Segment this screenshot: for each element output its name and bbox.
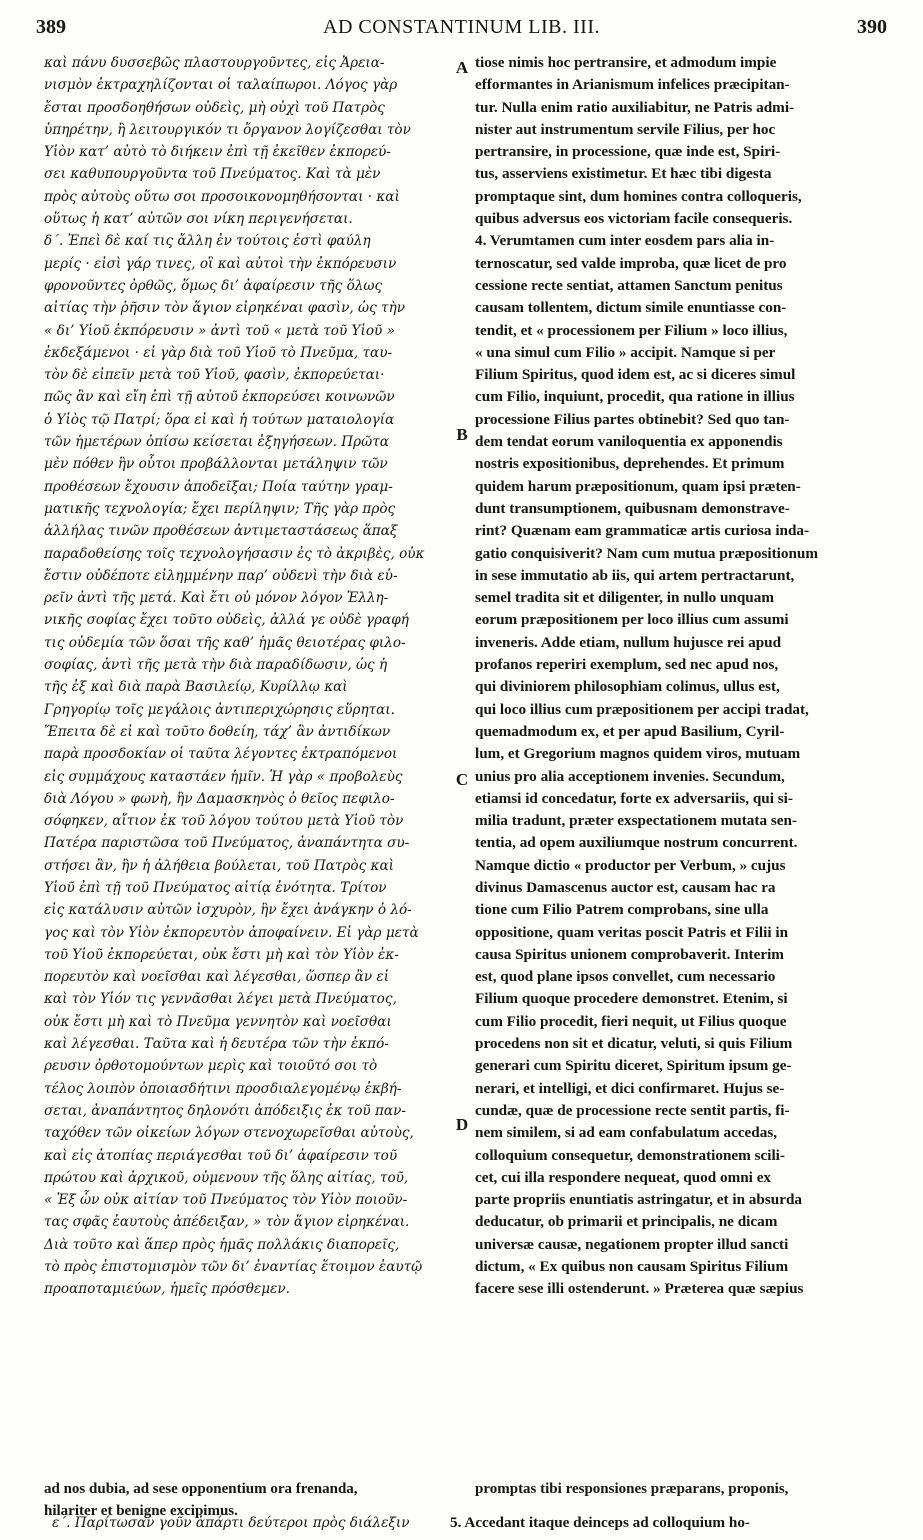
margin-marker-b: B: [456, 425, 468, 444]
latin-text-line: dictum, « Ex quibus non causam Spiritus Filium: [475, 1258, 789, 1276]
latin-text-line: nister aut instrumentum servile Filius, per hoc: [475, 120, 776, 138]
greek-text-line: στήσει ἂν, ἣν ἡ ἀλήθεια βούλεται, τοῦ Πατρὸς καὶ: [44, 857, 394, 874]
greek-text-line: τῆς ἐξ καὶ διὰ παρὰ Βασιλείῳ, Κυρίλλῳ καὶ: [44, 679, 348, 696]
greek-text-line: τέλος λοιπὸν ὁποιασδήτινι προσδιαλεγομένῳ ἐκβή-: [44, 1080, 402, 1097]
greek-text-line: Ἔπειτα δὲ εἰ καὶ τοῦτο δοθείη, τάχ’ ἂν ἀντιδίκων: [44, 723, 391, 740]
latin-text-line: dunt transumptionem, quibusnam demonstrave-: [475, 499, 790, 517]
section-5-greek: ε΄. Παρίτωσαν γοῦν ἀπάρτι δεύτεροι πρὸς διάλεξιν: [52, 1515, 410, 1531]
greek-text-line: τὸν δὲ εἰπεῖν μετὰ τοῦ Υἱοῦ, φασὶν, ἐκπορεύεται·: [44, 367, 385, 384]
greek-text-line: τις οὐδεμία τῶν ὅσαι τῆς καθ’ ἡμᾶς θειοτέρας φιλο-: [44, 634, 406, 651]
greek-text-line: ταχόθεν τῶν οἰκείων λόγων στενοχωρεῖσθαι αὐτοὺς,: [44, 1125, 414, 1142]
margin-marker-c: C: [455, 770, 469, 789]
greek-text-line: διὰ Λόγου » φωνὴ, ἣν Δαμασκηνὸς ὁ θεῖος πεφιλο-: [44, 790, 395, 807]
latin-text-line: pertransire, in processione, quæ inde est, Spiri-: [475, 143, 781, 161]
latin-text-line: 4. Verumtamen cum inter eosdem pars alia in-: [475, 232, 775, 250]
greek-text-line: Πατέρα παριστῶσα τοῦ Πνεύματος, ἀναπάντητα συ-: [44, 835, 410, 852]
greek-text-line: αἰτίας τὴν ῥῆσιν τὸν ἅγιον εἰρηκέναι φασὶν, ὡς τὴν: [44, 300, 405, 317]
greek-text-line: νικῆς σοφίας ἔχει τοῦτο οὐδεὶς, ἀλλά γε οὐδὲ γραφή: [44, 612, 409, 629]
greek-text-line: ματικῆς τεχνολογία; ἔχει περίληψιν; Τῆς γὰρ πρὸς: [44, 500, 396, 517]
full-width-line-left: ad nos dubia, ad sese opponentium ora frenanda,: [44, 1481, 358, 1497]
greek-text-line: ὁ Υἱὸς τῷ Πατρί; ὅρα εἰ καὶ ἡ τούτων ματαιολογία: [44, 411, 395, 428]
greek-text-line: παραδοθείσης τοῖς τεχνολογήσασιν ἐς τὸ ἀκριβὲς, οὐκ: [44, 545, 425, 562]
section-5-heading: [0, 1512, 923, 1536]
greek-text-line: γος καὶ τὸν Υἱὸν ἐκπορευτὸν ἀποφαίνειν. Εἰ γὰρ μετὰ: [44, 924, 419, 941]
page-number-left: 389: [36, 16, 66, 38]
latin-text-line: efformantes in Arianismum infelices præcipitan-: [475, 76, 790, 94]
running-title: AD CONSTANTINUM LIB. III.: [323, 16, 600, 38]
greek-text-line: προαποταμιεύων, ἡμεῖς πρόσθεμεν.: [44, 1281, 290, 1298]
greek-column: [44, 52, 462, 1476]
latin-text-line: nostris expositionibus, deprehendes. Et primum: [475, 455, 785, 473]
latin-text-line: tur. Nulla enim ratio auxiliabitur, ne Patris admi-: [475, 98, 795, 116]
page-number-right: 390: [857, 16, 887, 38]
greek-text-line: ὑπηρέτην, ἢ λειτουργικόν τι ὄργανον λογίζεσθαι τὸν: [44, 121, 411, 138]
latin-text-line: generari cum Spiritu diceret, Spiritum ipsum ge-: [475, 1057, 792, 1075]
greek-text-line: σει καθυπουργοῦντα τοῦ Πνεύματος. Καὶ τὰ μὲν: [44, 166, 381, 183]
latin-text-line: cum Filio procedit, fieri nequit, ut Filius quoque: [475, 1012, 787, 1030]
latin-text-line: semel tradita sit et diligenter, in nullo unquam: [475, 589, 774, 607]
greek-text-line: σεται, ἀναπάντητος δηλονότι ἀπόδειξις ἐκ τοῦ παν-: [44, 1102, 406, 1119]
latin-text-line: tiose nimis hoc pertransire, et admodum impie: [475, 54, 777, 71]
greek-text-line: τας σφᾶς ἑαυτοὺς ἀπέδειξαν, » τὸν ἅγιον εἰρηκέναι.: [44, 1214, 410, 1231]
latin-text-line: oppositione, quam veritas poscit Patris et Filii in: [475, 923, 789, 941]
latin-text-line: qui loco illius cum præpositionem per accipi tradat,: [475, 700, 809, 718]
greek-text-line: ἔστιν οὐδέποτε εἰλημμένην παρ’ οὐδενὶ τὴν διὰ εὑ-: [44, 567, 398, 584]
greek-text-line: οὐκ ἔστι μὴ καὶ τὸ Πνεῦμα γεννητὸν καὶ νοεῖσθαι: [44, 1013, 392, 1030]
margin-marker-a: A: [455, 58, 469, 77]
latin-column: [475, 52, 893, 1476]
latin-text-line: causam tollentem, dictum simile enuntiasse con-: [475, 299, 787, 317]
latin-text-line: tus, asserviens existimetur. Et hæc tibi digesta: [475, 165, 772, 183]
greek-text-line: πορευτὸν καὶ νοεῖσθαι καὶ λέγεσθαι, ὥσπερ ἂν εἰ: [44, 969, 390, 986]
latin-text-line: procedens non sit et dicatur, veluti, si quis Filium: [475, 1035, 793, 1053]
greek-text-line: πρὸς αὐτοὺς οὕτω σοι προσοικονομηθήσονται · καὶ: [44, 188, 400, 205]
margin-marker-d: D: [455, 1115, 469, 1134]
greek-text-line: πρώτου καὶ ἀρχικοῦ, οὐμενουν τῆς ὅλης αἰτίας, τοῦ,: [44, 1169, 409, 1186]
greek-text-line: ἐκδεξάμενοι · εἰ γὰρ διὰ τοῦ Υἱοῦ τὸ Πνεῦμα, ταυ-: [44, 344, 393, 361]
latin-text-line: Namque dictio « productor per Verbum, » cujus: [475, 856, 786, 874]
greek-text-line: καὶ πάνυ δυσσεβῶς πλαστουργοῦντες, εἰς Ἀρεια-: [44, 55, 385, 71]
latin-text-line: cum Filio, inquiunt, procedit, qua ratione in illius: [475, 388, 795, 406]
section-5-latin: 5. Accedant itaque deinceps ad colloquium ho-: [450, 1514, 750, 1531]
greek-text-line: τοῦ Υἱοῦ ἐκπορεύεται, οὐκ ἔστι μὴ καὶ τὸν Υἱὸν ἐκ-: [44, 946, 399, 963]
latin-text-line: dem tendat eorum vaniloquentia ex apponendis: [475, 433, 783, 451]
greek-text-line: « δι’ Υἱοῦ ἐκπόρευσιν » ἀντὶ τοῦ « μετὰ τοῦ Υἱοῦ »: [44, 322, 395, 339]
latin-text-line: rint? Quænam eam grammaticæ artis curiosa inda-: [475, 522, 810, 540]
running-header: [36, 8, 887, 44]
latin-text-line: deducatur, ob primarii et principalis, ne dicam: [475, 1213, 778, 1231]
latin-text-line: qui diviniorem philosophiam colimus, ullus est,: [475, 678, 780, 696]
latin-text-line: milia tradunt, præter exspectationem mutata sen-: [475, 812, 797, 830]
latin-text-line: causa Spiritus unionem comprobaverit. Interim: [475, 945, 784, 963]
greek-text-line: δ΄. Ἐπεὶ δὲ καί τις ἄλλη ἐν τούτοις ἐστὶ φαύλη: [44, 233, 371, 250]
greek-text-line: πῶς ἂν καὶ εἴη ἐπὶ τῇ αὐτοῦ ἐκπορεύσει κοινωνῶν: [44, 389, 395, 406]
greek-text-line: μὲν πόθεν ἣν οὗτοι προβάλλονται μετάληψιν τῶν: [44, 456, 388, 473]
latin-text-line: nerari, et intelligi, et dici confirmaret. Hujus se-: [475, 1079, 785, 1097]
latin-text-line: etiamsi id concedatur, forte ex adversariis, qui si-: [475, 789, 793, 807]
latin-text-line: lum, et Gregorium magnos quidem viros, mutuam: [475, 745, 801, 763]
latin-text-line: colloquium consequetur, demonstrationem scili-: [475, 1146, 785, 1164]
latin-text-line: quemadmodum ex, et per apud Basilium, Cyril-: [475, 722, 785, 740]
greek-text-line: τὸ πρὸς ἐπιστομισμὸν τῶν δι’ ἐναντίας ἕτοιμον ἑαυτῷ: [44, 1259, 423, 1276]
latin-text-line: inveneris. Adde etiam, nullum hujusce rei apud: [475, 633, 782, 651]
latin-text-line: cet, cui illa respondere nequeat, quod omni ex: [475, 1168, 772, 1186]
latin-text-line: ternoscatur, sed valde improba, quæ licet de pro: [475, 254, 787, 272]
latin-text-line: profanos reperiri exemplum, sed nec apud nos,: [475, 656, 779, 674]
greek-text-line: εἰς κατάλυσιν αὐτῶν ἰσχυρὸν, ἣν ἔχει ἀνάγκην ὁ λό-: [44, 902, 412, 919]
latin-text-line: Filium quoque procedere demonstret. Etenim, si: [475, 990, 788, 1008]
greek-text-line: ἔσται προσδοηθήσων οὐδεὶς, μὴ οὐχὶ τοῦ Πατρὸς: [44, 99, 385, 116]
greek-text-line: παρὰ προσδοκίαν οἱ ταῦτα λέγοντες ἐκτραπόμενοι: [44, 746, 398, 763]
greek-text-line: σοφίας, ἀντὶ τῆς μετὰ τὴν διὰ παραδίδωσιν, ὡς ἡ: [44, 657, 388, 674]
greek-text-line: ρεῖν ἀντὶ τῆς μετά. Καὶ ἔτι οὐ μόνον λόγον Ἑλλη-: [44, 590, 389, 607]
latin-text-line: tentia, ad opem auxiliumque nostrum concurrent.: [475, 834, 798, 852]
greek-text-line: ρευσιν ὀρθοτομούντων μερὶς καὶ τοιοῦτό σοι τὸ: [44, 1058, 378, 1075]
latin-text-line: in sese immutatio ab iis, qui artem pertractarunt,: [475, 566, 795, 584]
greek-text-line: νισμὸν ἐκτραχηλίζονται οἱ ταλαίπωροι. Λόγος γὰρ: [44, 77, 398, 94]
greek-text-line: Υἱοῦ ἐπὶ τῇ τοῦ Πνεύματος αἰτίᾳ ἑνότητα. Τρίτον: [44, 879, 387, 896]
latin-text-line: processione Filius partes obtinebit? Sed quo tan-: [475, 410, 790, 428]
greek-text-line: οὕτως ἡ κατ’ αὐτῶν σοι νίκη περιγενήσεται.: [44, 211, 353, 228]
latin-text-line: cundæ, quæ de processione recte sentit partis, fi-: [475, 1101, 790, 1119]
greek-text-line: Διὰ τοῦτο καὶ ἅπερ πρὸς ἡμᾶς πολλάκις διαπορεῖς,: [44, 1236, 400, 1253]
latin-text-line: tione cum Filio Patrem comprobans, sine ulla: [475, 901, 769, 919]
latin-text-line: universæ causæ, negationem propter illud sancti: [475, 1235, 789, 1253]
latin-text-line: divinus Damascenus auctor est, causam hac ra: [475, 878, 776, 896]
latin-text-line: gatio conquisiverit? Nam cum mutua præpositionum: [475, 544, 819, 562]
latin-text-line: unius pro alia acceptionem invenies. Secundum,: [475, 767, 785, 785]
greek-text-line: Γρηγορίῳ τοῖς μεγάλοις ἀντιπεριχώρησις εὕρηται.: [44, 701, 395, 718]
greek-text-line: καὶ εἰς ἀτοπίας περιάγεσθαι τοῦ δι’ ἀφαίρεσιν τοῦ: [44, 1147, 398, 1164]
latin-text-line: quidem harum præpositionum, quam ipsi præten-: [475, 477, 801, 495]
latin-text-line: facere sese illi ostenderunt. » Præterea quæ sæpius: [475, 1280, 804, 1298]
latin-text-line: est, quod plane ipsos convellet, cum necessario: [475, 968, 776, 986]
greek-text-line: σόφηκεν, αἴτιον ἐκ τοῦ λόγου τούτου μετὰ Υἱοῦ τὸν: [44, 813, 404, 830]
greek-text-line: φρονοῦντες ὀρθῶς, ὅμως δι’ ἀφαίρεσιν τῆς ὅλως: [44, 277, 383, 294]
greek-text-line: μερίς · εἰσὶ γάρ τινες, οἳ καὶ αὐτοὶ τὴν ἐκπόρευσιν: [44, 255, 397, 272]
full-width-line-2: hilariter et benigne excipimus.: [44, 1503, 238, 1519]
greek-text-line: Υἱὸν κατ’ αὐτὸ τὸ διήκειν ἐπὶ τῇ ἐκεῖθεν ἐκπορεύ-: [44, 144, 391, 161]
greek-text-line: προθέσεων ἔχουσιν ἀποδεῖξαι; Ποία ταύτην γραμ-: [44, 478, 393, 495]
latin-text-line: parte propriis enuntiatis astringatur, et in absurda: [475, 1191, 802, 1209]
greek-text-line: « Ἐξ ὧν οὐκ αἰτίαν τοῦ Πνεύματος τὸν Υἱὸν ποιοῦν-: [44, 1192, 408, 1209]
latin-text-line: quibus adversus eos victoriam facile consequeris.: [475, 210, 793, 228]
latin-text-line: nem similem, si ad eam confabulatum accedas,: [475, 1124, 778, 1142]
latin-text-line: Filium Spiritus, quod idem est, ac si diceres simul: [475, 366, 796, 384]
greek-text-line: καὶ λέγεσθαι. Ταῦτα καὶ ἡ δευτέρα τῶν τὴν ἐκπό-: [44, 1036, 389, 1053]
greek-text-line: καὶ τὸν Υἱόν τις γεννᾶσθαι λέγει μετὰ Πνεύματος,: [44, 991, 397, 1008]
latin-text-line: eorum præpositionem per loco illius cum assumi: [475, 611, 789, 629]
latin-text-line: « una simul cum Filio » accipit. Namque si per: [475, 343, 776, 361]
full-width-line-right: promptas tibi responsiones præparans, proponis,: [475, 1481, 789, 1497]
greek-text-line: ἀλλήλας τινῶν προθέσεων ἀντιμεταστάσεως ἅπαξ: [44, 523, 398, 540]
latin-text-line: tendit, et « processionem per Filium » loco illius,: [475, 321, 788, 339]
latin-text-line: promptaque sint, dum homines contra colloqueris,: [475, 187, 802, 205]
greek-text-line: εἰς συμμάχους καταστάεν ἡμῖν. Ἡ γὰρ « προβολεὺς: [44, 768, 403, 785]
greek-text-line: τῶν ἡμετέρων ὀπίσω κείσεται ἐξηγήσεων. Πρῶτα: [44, 434, 389, 451]
latin-text-line: cessione recte sentiat, attamen Sanctum penitus: [475, 276, 783, 294]
